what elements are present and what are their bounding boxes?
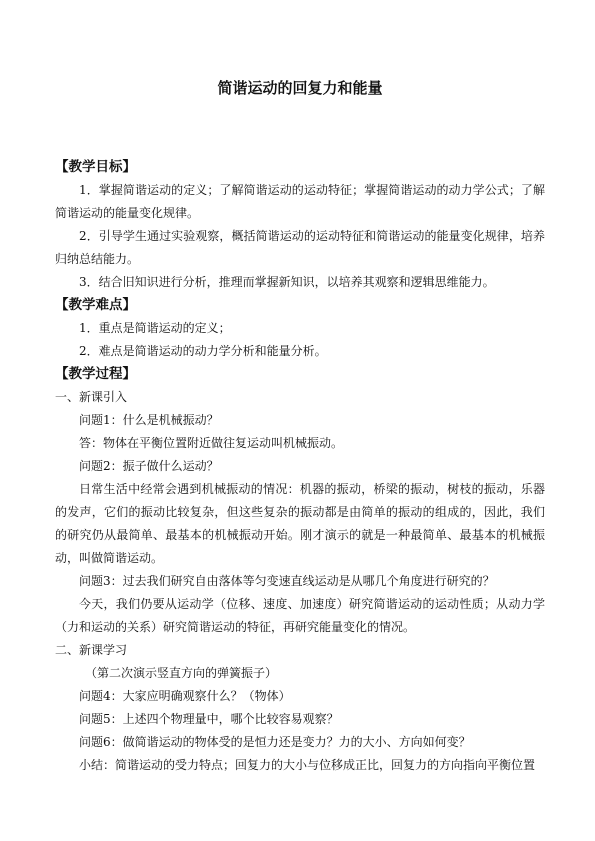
paragraph: 问题3：过去我们研究自由落体等匀变速直线运动是从哪几个角度进行研究的？: [79, 574, 495, 588]
paragraph: 问题5：上述四个物理量中，哪个比较容易观察？: [79, 712, 339, 726]
paragraph: 问题2：振子做什么运动？: [79, 459, 219, 473]
paragraph: 日常生活中经常会遇到机械振动的情况：机器的振动，桥梁的振动，树枝的振动，乐器的发声，它们的振动比较复杂，但这些复杂的振动都是由简单的振动的组成的，因此，我们的研究仍从最简单、最基本的机械振动开始。刚才演示的就是一种最简单、最基本的机械振动，叫做简谐运动。: [55, 482, 545, 565]
goal-item-3: 3．结合旧知识进行分析，推理而掌握新知识，以培养其观察和逻辑思维能力。: [79, 275, 495, 289]
section-goals: [55, 156, 545, 294]
difficulty-item-1: 1．重点是简谐运动的定义；: [79, 321, 231, 335]
difficulty-item-2: 2．难点是简谐运动的动力学分析和能量分析。: [79, 344, 327, 358]
section-heading-process: 【教学过程】: [55, 366, 136, 382]
section-difficulties: [55, 294, 545, 363]
demo-note: （第二次演示竖直方向的弹簧振子）: [85, 666, 278, 680]
paragraph: 问题4：大家应明确观察什么？（物体）: [79, 689, 291, 703]
paragraph: 问题1：什么是机械振动？: [79, 413, 219, 427]
part-title-new-lesson: 二、新课学习: [55, 643, 128, 657]
goal-item-2: 2．引导学生通过实验观察，概括简谐运动的运动特征和简谐运动的能量变化规律，培养归纳总结能力。: [55, 229, 545, 266]
goal-item-1: 1．掌握简谐运动的定义；了解简谐运动的运动特征；掌握简谐运动的动力学公式；了解简谐运动的能量变化规律。: [55, 183, 545, 220]
page-title: 简谐运动的回复力和能量: [217, 79, 383, 97]
paragraph: 问题6：做简谐运动的物体受的是恒力还是变力？力的大小、方向如何变？: [79, 735, 471, 749]
paragraph: 小结：简谐运动的受力特点；回复力的大小与位移成正比，回复力的方向指向平衡位置: [79, 758, 536, 772]
section-heading-goals: 【教学目标】: [55, 159, 136, 175]
paragraph: 今天，我们仍要从运动学（位移、速度、加速度）研究简谐运动的运动性质；从动力学（力和运动的关系）研究简谐运动的特征，再研究能量变化的情况。: [55, 597, 545, 634]
section-heading-difficulties: 【教学难点】: [55, 297, 136, 313]
section-process: [55, 363, 545, 777]
part-title-intro: 一、新课引入: [55, 390, 128, 404]
paragraph: 答：物体在平衡位置附近做往复运动叫机械振动。: [79, 436, 344, 450]
